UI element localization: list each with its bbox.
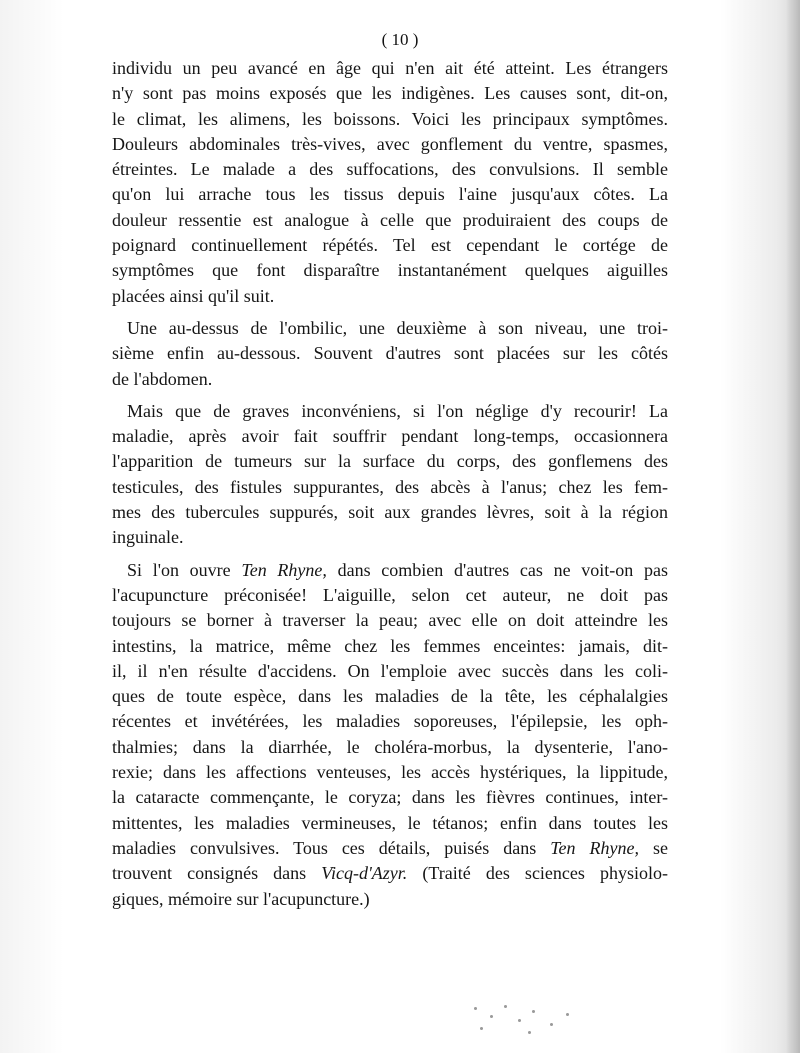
page-edge-shadow [786,0,800,1053]
text-line: sième enfin au-dessous. Souvent d'autres sont placées sur les côtés [112,343,668,364]
text-line: poignard continuellement répétés. Tel est cependant le cortége de [112,235,668,256]
text-line: Si l'on ouvre Ten Rhyne, dans combien d'autres cas ne voit-on pas [127,559,668,580]
text-line: Mais que de graves inconvéniens, si l'on néglige d'y recourir! La [127,400,668,421]
text-line: il, il n'en résulte d'accidens. On l'emploie avec succès dans les coli- [112,660,668,681]
text-line: trouvent consignés dans Vicq-d'Azyr. (Traité des sciences physiolo- [112,863,669,884]
text-line: l'apparition de tumeurs sur la surface du corps, des gonflemens des [112,451,668,472]
body-text [112,56,668,912]
text-line: thalmies; dans la diarrhée, le choléra-morbus, la dysenterie, l'ano- [112,736,668,757]
text-line: la cataracte commençante, le coryza; dans les fièvres continues, inter- [112,787,668,808]
page-number: ( 10 ) [381,30,419,49]
text-line: symptômes que font disparaître instantanément quelques aiguilles [112,260,668,281]
text-line: ques de toute espèce, dans les maladies de la tête, les céphalalgies [112,686,668,707]
text-line: étreintes. Le malade a des suffocations, des convulsions. Il semble [112,159,668,180]
paragraph-1 [112,56,668,309]
text-line: intestins, la matrice, même chez les femmes enceintes: jamais, dit- [112,635,668,656]
text-line: placées ainsi qu'il suit. [112,285,275,306]
text-line: maladies convulsives. Tous ces détails, puisés dans Ten Rhyne, se [112,837,668,858]
text-line: maladie, après avoir fait souffrir pendant long-temps, occasionnera [112,426,668,447]
text-line: mes des tubercules suppurés, soit aux grandes lèvres, soit à la région [112,502,668,523]
text-line: de l'abdomen. [112,368,213,389]
text-line: qu'on lui arrache tous les tissus depuis l'aine jusqu'aux côtes. La [112,184,668,205]
text-line: giques, mémoire sur l'acupuncture.) [112,888,370,909]
text-line: récentes et invétérées, les maladies soporeuses, l'épilepsie, les oph- [112,711,668,732]
text-line: n'y sont pas moins exposés que les indigènes. Les causes sont, dit-on, [112,83,668,104]
text-line: douleur ressentie est analogue à celle que produiraient des coups de [112,209,668,230]
author-reference: Vicq-d'Azyr. [321,863,408,884]
author-reference: Ten Rhyne, [550,837,640,858]
text-line: individu un peu avancé en âge qui n'en ait été atteint. Les étrangers [112,58,668,78]
text-line: testicules, des fistules suppurantes, des abcès à l'anus; chez les fem- [112,476,668,497]
text-line: l'acupuncture préconisée! L'aiguille, selon cet auteur, ne doit pas [112,584,668,605]
paragraph-2 [112,316,668,392]
text-line: inguinale. [112,527,184,548]
author-reference: Ten Rhyne, [241,559,327,580]
text-line: rexie; dans les affections venteuses, les accès hystériques, la lippitude, [112,762,668,783]
text-line: Douleurs abdominales très-vives, avec gonflement du ventre, spasmes, [112,133,668,154]
text-line: toujours se borner à traverser la peau; avec elle on doit atteindre les [112,610,668,631]
paragraph-4 [112,558,668,912]
text-line: Une au-dessus de l'ombilic, une deuxième à son niveau, une troi- [127,317,668,338]
text-line: mittentes, les maladies vermineuses, le tétanos; enfin dans toutes les [112,812,668,833]
paragraph-3 [112,399,668,551]
text-line: le climat, les alimens, les boissons. Voici les principaux symptômes. [112,108,668,129]
paper-specks [470,1001,590,1041]
